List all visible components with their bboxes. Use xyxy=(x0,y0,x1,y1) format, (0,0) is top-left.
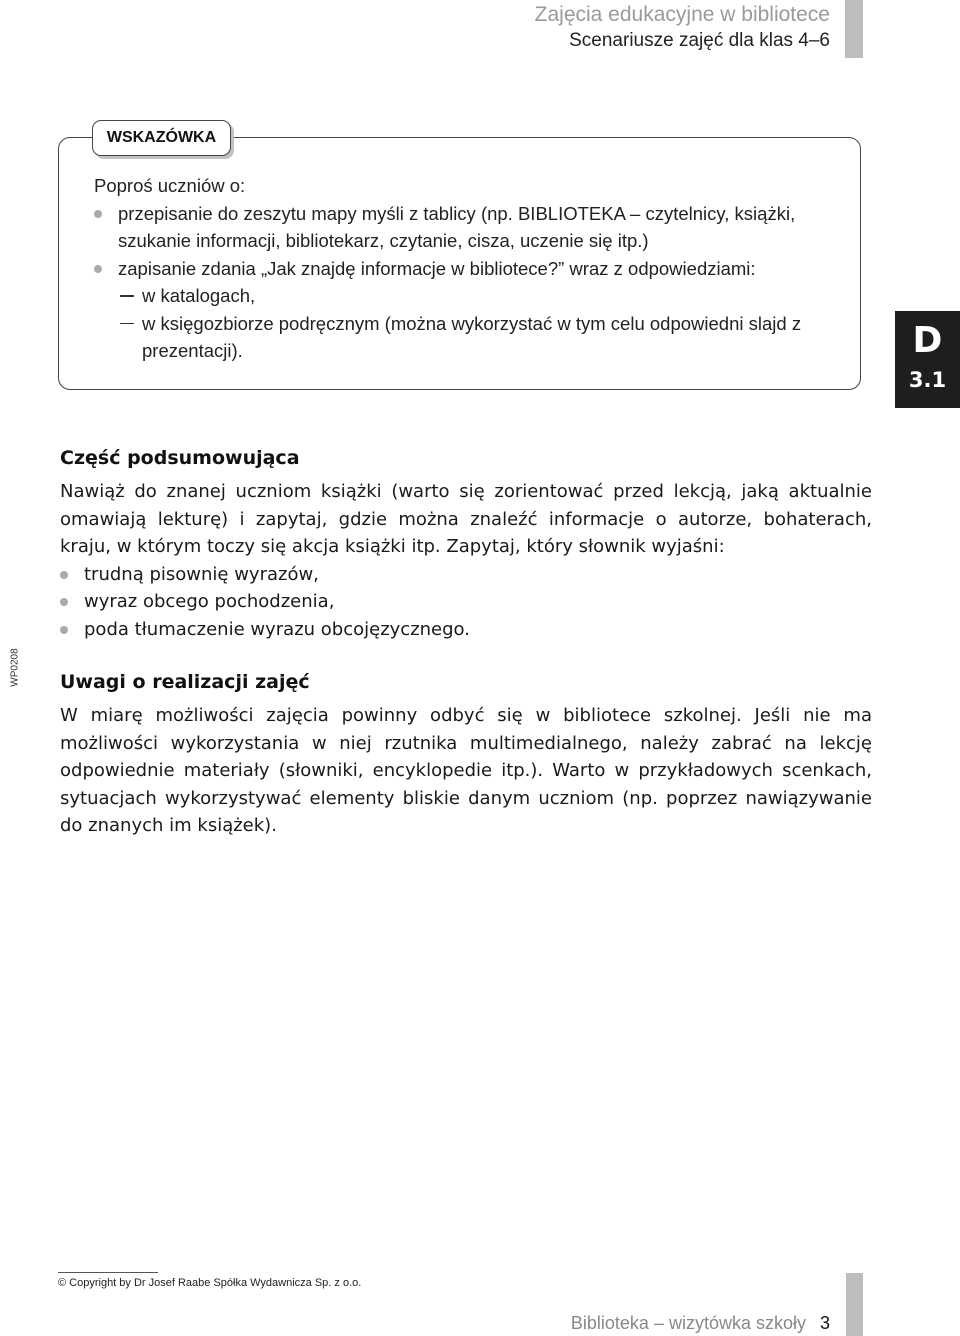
header-subtitle: Scenariusze zajęć dla klas 4–6 xyxy=(569,30,830,51)
header-side-bar xyxy=(845,0,863,58)
dash-icon xyxy=(120,295,134,297)
summary-list xyxy=(60,561,872,644)
hint-content xyxy=(94,172,839,365)
hint-bullet xyxy=(94,200,839,255)
page-number: 3 xyxy=(819,1313,830,1333)
chapter-letter: D xyxy=(912,320,943,361)
hint-bullet-text: zapisanie zdania „Jak znajdę informacje w bibliotece?” wraz z odpowiedziami: xyxy=(118,257,756,279)
side-code: WP0208 xyxy=(9,648,21,687)
summary-item xyxy=(60,561,872,589)
footer-side-bar xyxy=(846,1273,863,1336)
hint-dash-item xyxy=(94,310,839,365)
hint-dash-text: w katalogach, xyxy=(142,285,256,306)
summary-item xyxy=(60,616,872,644)
copyright: © Copyright by Dr Josef Raabe Spółka Wydawnicza Sp. z o.o. xyxy=(58,1277,362,1289)
summary-item-text: trudną pisownię wyrazów, xyxy=(84,563,319,585)
hint-label: WSKAZÓWKA xyxy=(92,120,231,156)
bullet-dot-icon xyxy=(60,626,68,634)
summary-text: Nawiąż do znanej uczniom książki (warto się zorientować przed lekcją, jaką aktualnie omawiają lekturę) i zapytaj, gdzie można znaleźć informacje o autorze, bohaterach, kraju, w którym toczy się akcja książki itp. Zapytaj, który słownik wyjaśni: xyxy=(60,481,872,557)
summary-item-text: poda tłumaczenie wyrazu obcojęzycznego. xyxy=(84,618,470,640)
hint-intro: Poproś uczniów o: xyxy=(94,175,246,196)
hint-dash-text: w księgozbiorze podręcznym (można wykorzystać w tym celu odpowiedni slajd z prezentacji). xyxy=(142,312,802,361)
footer-rule xyxy=(58,1272,158,1273)
bullet-dot-icon xyxy=(94,210,102,218)
footer-section-title: Biblioteka – wizytówka szkoły xyxy=(570,1313,806,1333)
hint-dash-item xyxy=(94,282,839,310)
bullet-dot-icon xyxy=(60,598,68,606)
summary-item-text: wyraz obcego pochodzenia, xyxy=(84,591,335,612)
chapter-number: 3.1 xyxy=(908,368,947,392)
summary-heading: Część podsumowująca xyxy=(60,447,300,469)
remarks-section xyxy=(60,668,872,840)
bullet-dot-icon xyxy=(94,265,102,273)
summary-item xyxy=(60,588,872,616)
remarks-text: W miarę możliwości zajęcia powinny odbyć się w bibliotece szkolnej. Jeśli nie ma możliwości wykorzystania w niej rzutnika multimedialnego, należy zabrać na lekcję odpowiednie materiały (słowniki, encyklopedie itp.). Warto w przykładowych scenkach, sytuacjach wykorzystywać elementy bliskie danym uczniom (np. poprzez nawiązywanie do znanych im książek). xyxy=(60,705,872,836)
footer-section xyxy=(571,1313,830,1334)
page-header xyxy=(535,2,830,54)
dash-icon xyxy=(120,323,134,325)
hint-list xyxy=(94,200,839,365)
bullet-dot-icon xyxy=(60,571,68,579)
header-title: Zajęcia edukacyjne w bibliotece xyxy=(534,3,830,26)
hint-bullet xyxy=(94,255,839,283)
chapter-tab xyxy=(895,311,960,408)
hint-bullet-text: przepisanie do zeszytu mapy myśli z tablicy (np. BIBLIOTEKA – czytelnicy, książki, szukanie informacji, bibliotekarz, czytanie, cisza, uczenie się itp.) xyxy=(118,202,796,251)
summary-section xyxy=(60,444,872,643)
remarks-heading: Uwagi o realizacji zajęć xyxy=(60,671,310,693)
